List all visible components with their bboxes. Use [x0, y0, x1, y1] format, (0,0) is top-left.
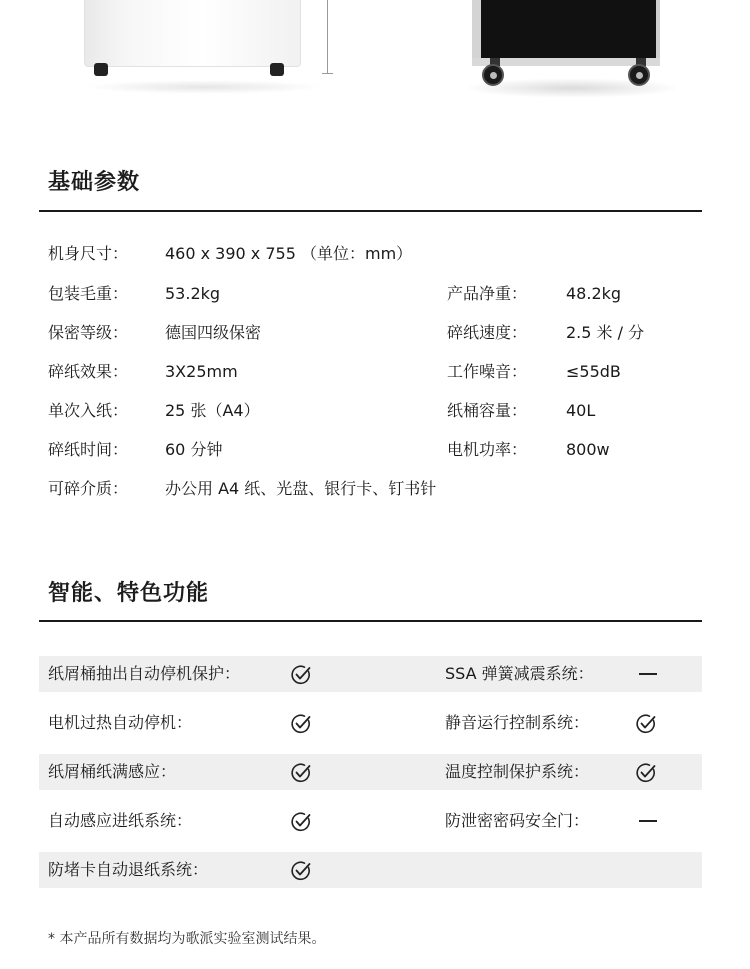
- check-circle-icon: [635, 712, 657, 748]
- check-circle-icon: [290, 663, 312, 699]
- feature-row: [39, 803, 702, 839]
- spec-value: 2.5 米 / 分: [566, 323, 645, 342]
- feature-row: [39, 852, 702, 888]
- height-dimension-line: [327, 0, 328, 74]
- features-rule: [39, 620, 702, 622]
- spec-label: 可碎介质：: [48, 479, 129, 498]
- feature-label: 纸屑桶抽出自动停机保护：: [48, 664, 241, 683]
- spec-value: 3X25mm: [165, 362, 238, 381]
- spec-label: 包装毛重：: [48, 284, 129, 303]
- spec-label: 机身尺寸：: [48, 244, 129, 263]
- spec-label: 碎纸效果：: [48, 362, 129, 381]
- spec-label: 碎纸速度：: [447, 323, 528, 342]
- white-shredder-shadow: [84, 80, 324, 94]
- spec-label: 工作噪音：: [447, 362, 528, 381]
- spec-label: 电机功率：: [447, 440, 528, 459]
- spec-label: 纸桶容量：: [447, 401, 528, 420]
- spec-row: [0, 399, 750, 423]
- spec-label: 保密等级：: [48, 323, 129, 342]
- check-circle-icon: [290, 712, 312, 748]
- caster-wheel-right: [628, 58, 654, 86]
- spec-row: [0, 242, 750, 266]
- feature-row: [39, 656, 702, 692]
- basic-params-title: 基础参数: [48, 170, 141, 195]
- feature-label: 温度控制保护系统：: [445, 762, 590, 781]
- spec-row: [0, 360, 750, 384]
- spec-row: [0, 477, 750, 501]
- spec-value: 40L: [566, 401, 596, 420]
- caster-wheel-left: [482, 58, 508, 86]
- feature-label: 自动感应进纸系统：: [48, 811, 193, 830]
- spec-value: 德国四级保密: [165, 323, 262, 342]
- dash-icon: [639, 673, 657, 675]
- footnote: * 本产品所有数据均为歌派实验室测试结果。: [48, 931, 326, 947]
- white-shredder-wheel-left: [94, 63, 108, 76]
- product-images: [0, 0, 750, 120]
- feature-label: 防泄密密码安全门：: [445, 811, 590, 830]
- check-circle-icon: [290, 810, 312, 846]
- feature-label: 防堵卡自动退纸系统：: [48, 860, 209, 879]
- spec-row: [0, 321, 750, 345]
- spec-label: 产品净重：: [447, 284, 528, 303]
- spec-value: 48.2kg: [566, 284, 622, 303]
- basic-params-rule: [39, 210, 702, 212]
- check-circle-icon: [290, 761, 312, 797]
- feature-label: 电机过热自动停机：: [48, 713, 193, 732]
- feature-row: [39, 754, 702, 790]
- check-circle-icon: [635, 761, 657, 797]
- spec-value: 办公用 A4 纸、光盘、银行卡、钉书针: [165, 479, 437, 498]
- dash-icon: [639, 820, 657, 822]
- black-shredder-image: [472, 0, 660, 60]
- spec-label: 碎纸时间：: [48, 440, 129, 459]
- spec-row: [0, 282, 750, 306]
- feature-row: [39, 705, 702, 741]
- spec-value: 60 分钟: [165, 440, 223, 459]
- spec-label: 单次入纸：: [48, 401, 129, 420]
- spec-value: 53.2kg: [165, 284, 221, 303]
- white-shredder-image: [84, 0, 301, 67]
- spec-value: 460 x 390 x 755 （单位：mm）: [165, 244, 413, 263]
- spec-value: 800w: [566, 440, 610, 459]
- features-title: 智能、特色功能: [48, 581, 210, 606]
- spec-row: [0, 438, 750, 462]
- spec-value: ≤55dB: [566, 362, 621, 381]
- white-shredder-wheel-right: [270, 63, 284, 76]
- check-circle-icon: [290, 859, 312, 895]
- feature-label: 纸屑桶纸满感应：: [48, 762, 177, 781]
- feature-label: SSA 弹簧减震系统：: [445, 664, 594, 683]
- height-dimension-cap: [322, 73, 333, 74]
- feature-label: 静音运行控制系统：: [445, 713, 590, 732]
- spec-value: 25 张（A4）: [165, 401, 260, 420]
